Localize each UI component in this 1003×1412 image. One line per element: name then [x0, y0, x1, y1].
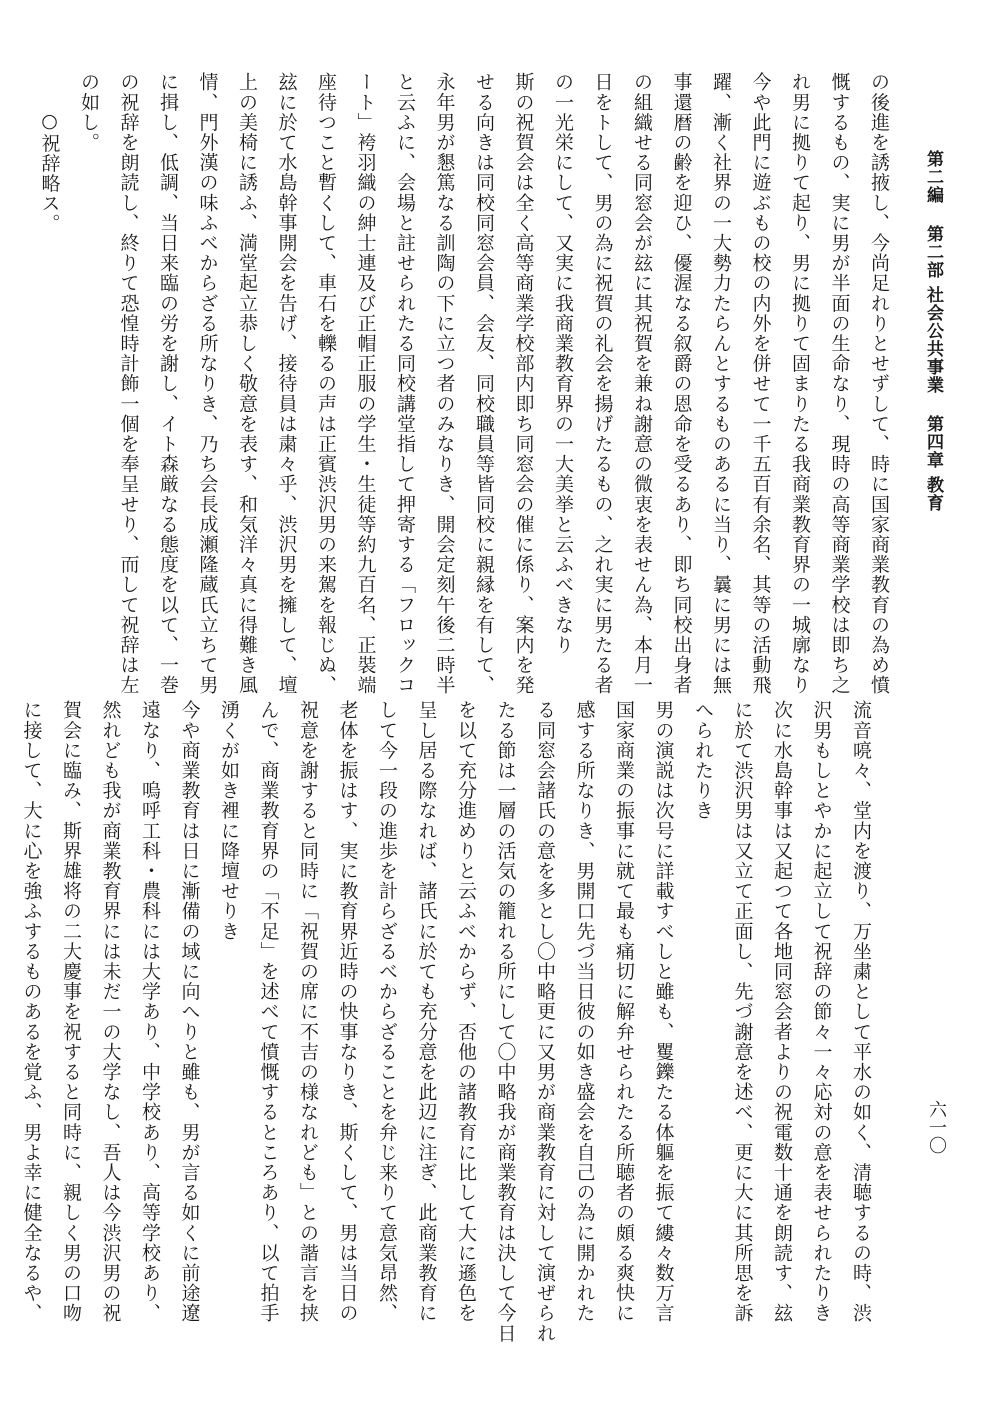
running-header — [916, 150, 950, 610]
header-part: 第二編 — [923, 150, 943, 204]
text-line: 玆に於て水島幹事開会を告げ、接待員は粛々乎、渋沢男を擁して、壇 — [275, 72, 298, 696]
upper-text-block — [38, 72, 898, 696]
text-line: 流音喨々、堂内を渡り、万坐粛として平水の如く、清聴するの時、渋 — [850, 700, 872, 1324]
text-line: 斯の祝賀会は全く高等商業学校部内即ち同窓会の催に係り、案内を発 — [512, 72, 535, 696]
text-line: 遠なり、嗚呼工科・農科には大学あり、中学校あり、高等学校あり、 — [139, 700, 161, 1324]
text-line: 次に水島幹事は又起つて各地同窓会者よりの祝電数十通を朗読す、玆 — [771, 700, 793, 1324]
text-line: へられたりき — [692, 700, 714, 821]
text-line: 国家商業の振事に就て最も痛切に解弁せられたる所聴者の頗る爽快に — [613, 700, 635, 1324]
text-line: と云ふに、会場と註せられたる同校講堂指して押寄する「フロックコ — [394, 72, 416, 696]
lower-text-block — [20, 700, 880, 1370]
text-line: 上の美椅に誘ふ、満堂起立恭しく敬意を表す、和気洋々真に得難き風 — [236, 72, 258, 696]
text-line: 今や此門に遊ぶもの校の内外を併せて一千五百有余名、其等の活動飛 — [749, 72, 772, 696]
text-line: 永年男が懇篤なる訓陶の下に立つ者のみなりき、開会定刻午後二時半 — [433, 72, 456, 696]
text-line: に於て渋沢男は又立て正面し、先づ謝意を述べ、更に大に其所思を訴 — [731, 700, 754, 1324]
text-line: たる節は一層の活気の籠れる所にして〇中略我が商業教育は決して今日 — [494, 700, 517, 1344]
text-line: 慨するもの、実に男が半面の生命なり、現時の高等商業学校は即ち之 — [828, 72, 851, 696]
text-line: せる向きは同校同窓会員、会友、同校職員等皆同校に親縁を有して、 — [473, 72, 495, 696]
text-line: の後進を誘掖し、今尚足れりとせずして、時に国家商業教育の為め憤 — [868, 72, 890, 696]
text-line: を以て充分進めりと云ふべからず、否他の諸教育に比して大に遜色を — [455, 700, 477, 1324]
text-line: 祝意を謝すると同時に「祝賀の席に不吉の様なれども」との諧言を挟 — [297, 700, 319, 1324]
text-line: 呈し居る際なれば、諸氏に於ても充分意を此辺に注ぎ、此商業教育に — [415, 700, 438, 1324]
text-line: 沢男もしとやかに起立して祝辞の節々一々応対の意を表せられたりき — [810, 700, 833, 1324]
text-line: 賀会に臨み、斯界雄将の二大慶事を祝すると同時に、親しく男の口吻 — [60, 700, 82, 1324]
text-line: 日をトして、男の為に祝賀の礼会を揚げたるもの、之れ実に男たる者 — [591, 72, 614, 696]
text-line: 老体を振はす、実に教育界近時の快事なりき、斯くして、男は当日の — [336, 700, 359, 1324]
text-line: 座待つこと暫くして、車石を轢るの声は正賓渋沢男の来駕を報じぬ、 — [315, 72, 337, 696]
text-line: んで、商業教育界の「不足」を述べて憤慨するところあり、以て拍手 — [257, 700, 280, 1324]
text-line: して今一段の進歩を計らざるべからざることを弁じ来りて意気昂然、 — [376, 700, 398, 1324]
text-line: 男の演説は次号に詳載すべしと雖も、矍鑠たる体軀を振て縷々数万言 — [652, 700, 675, 1324]
text-line: の一光栄にして、又実に我商業教育界の一大美挙と云ふべきなり — [552, 72, 574, 655]
page-number: 六一〇 — [926, 1100, 947, 1154]
text-line: れ男に拠りて起り、男に拠りて固まりたる我商業教育界の一城廓なり — [789, 72, 811, 696]
text-line: 今や商業教育は日に漸備の域に向へりと雖も、男が言る如くに前途遼 — [178, 700, 201, 1324]
text-line: に揖し、低調、当日来臨の労を謝し、イト森厳なる態度を以て、一巻 — [157, 72, 179, 696]
text-line: 躍、漸く社界の一大勢力たらんとするものあるに当り、曩に男には無 — [710, 72, 732, 696]
text-line: 然れども我が商業教育界には未だ一の大学なし、吾人は今渋沢男の祝 — [99, 700, 122, 1324]
text-line: る同窓会諸氏の意を多とし〇中略更に又男が商業教育に対して演ぜられ — [534, 700, 556, 1344]
text-line: の祝辞を朗読し、終りて恐惶時計飾一個を奉呈せり、而して祝辞は左 — [117, 72, 140, 696]
omitted-note: ○祝辞略ス。 — [38, 110, 61, 234]
text-line: 感する所なりき、男開口先づ当日彼の如き盛会を自己の為に開かれた — [573, 700, 596, 1324]
text-line: 湧くが如き裡に降壇せりき — [218, 700, 240, 942]
text-line: 情、門外漢の味ふべからざる所なりき、乃ち会長成瀬隆蔵氏立ちて男 — [196, 72, 219, 696]
header-section: 第二部 社会公共事業 — [923, 224, 943, 394]
text-line: に接して、大に心を強ふするものあるを覚ふ、男よ幸に健全なるや、 — [20, 700, 43, 1324]
text-line: ート」袴羽織の紳士連及び正帽正服の学生・生徒等約九百名、正裝端 — [354, 72, 377, 696]
text-line: 事還暦の齢を迎ひ、優渥なる叙爵の恩命を受るあり、即ち同校出身者 — [670, 72, 693, 696]
header-chapter: 第四章 教育 — [923, 414, 943, 512]
text-line: の如し。 — [78, 72, 100, 153]
text-line: の組織せる同窓会が玆に其祝賀を兼ね謝意の微衷を表せん為、本月一 — [631, 72, 653, 696]
